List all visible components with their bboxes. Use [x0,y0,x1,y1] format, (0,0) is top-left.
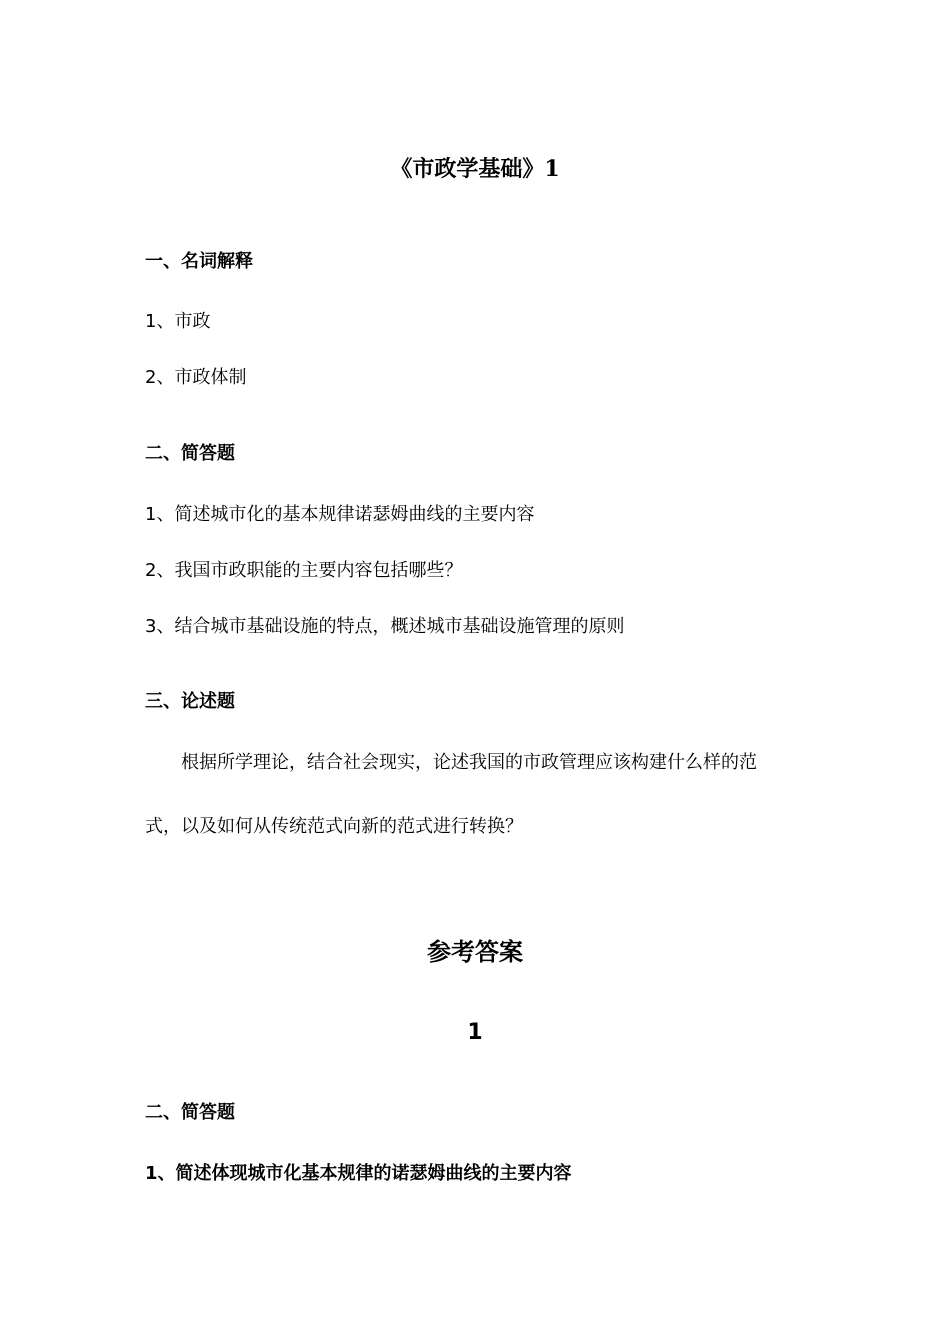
answers-title: 参考答案 [427,938,523,966]
document-title: 《市政学基础》1 [390,156,560,182]
short-answer-item-2: 2、我国市政职能的主要内容包括哪些？ [145,560,463,581]
answers-number: 1 [467,1020,483,1045]
section-heading-short-answer: 二、简答题 [145,443,235,464]
section-heading-terms: 一、名词解释 [145,251,253,272]
essay-paragraph-line-2: 式，以及如何从传统范式向新的范式进行转换？ [145,816,523,837]
short-answer-item-3: 3、结合城市基础设施的特点，概述城市基础设施管理的原则 [145,616,625,637]
term-item-2: 2、市政体制 [145,367,247,388]
answers-question-1: 1、简述体现城市化基本规律的诺瑟姆曲线的主要内容 [145,1163,572,1184]
short-answer-item-1: 1、简述城市化的基本规律诺瑟姆曲线的主要内容 [145,504,535,525]
essay-paragraph-line-1: 根据所学理论，结合社会现实，论述我国的市政管理应该构建什么样的范 [181,752,757,773]
term-item-1: 1、市政 [145,311,211,332]
section-heading-essay: 三、论述题 [145,691,235,712]
answers-section-heading: 二、简答题 [145,1102,235,1123]
